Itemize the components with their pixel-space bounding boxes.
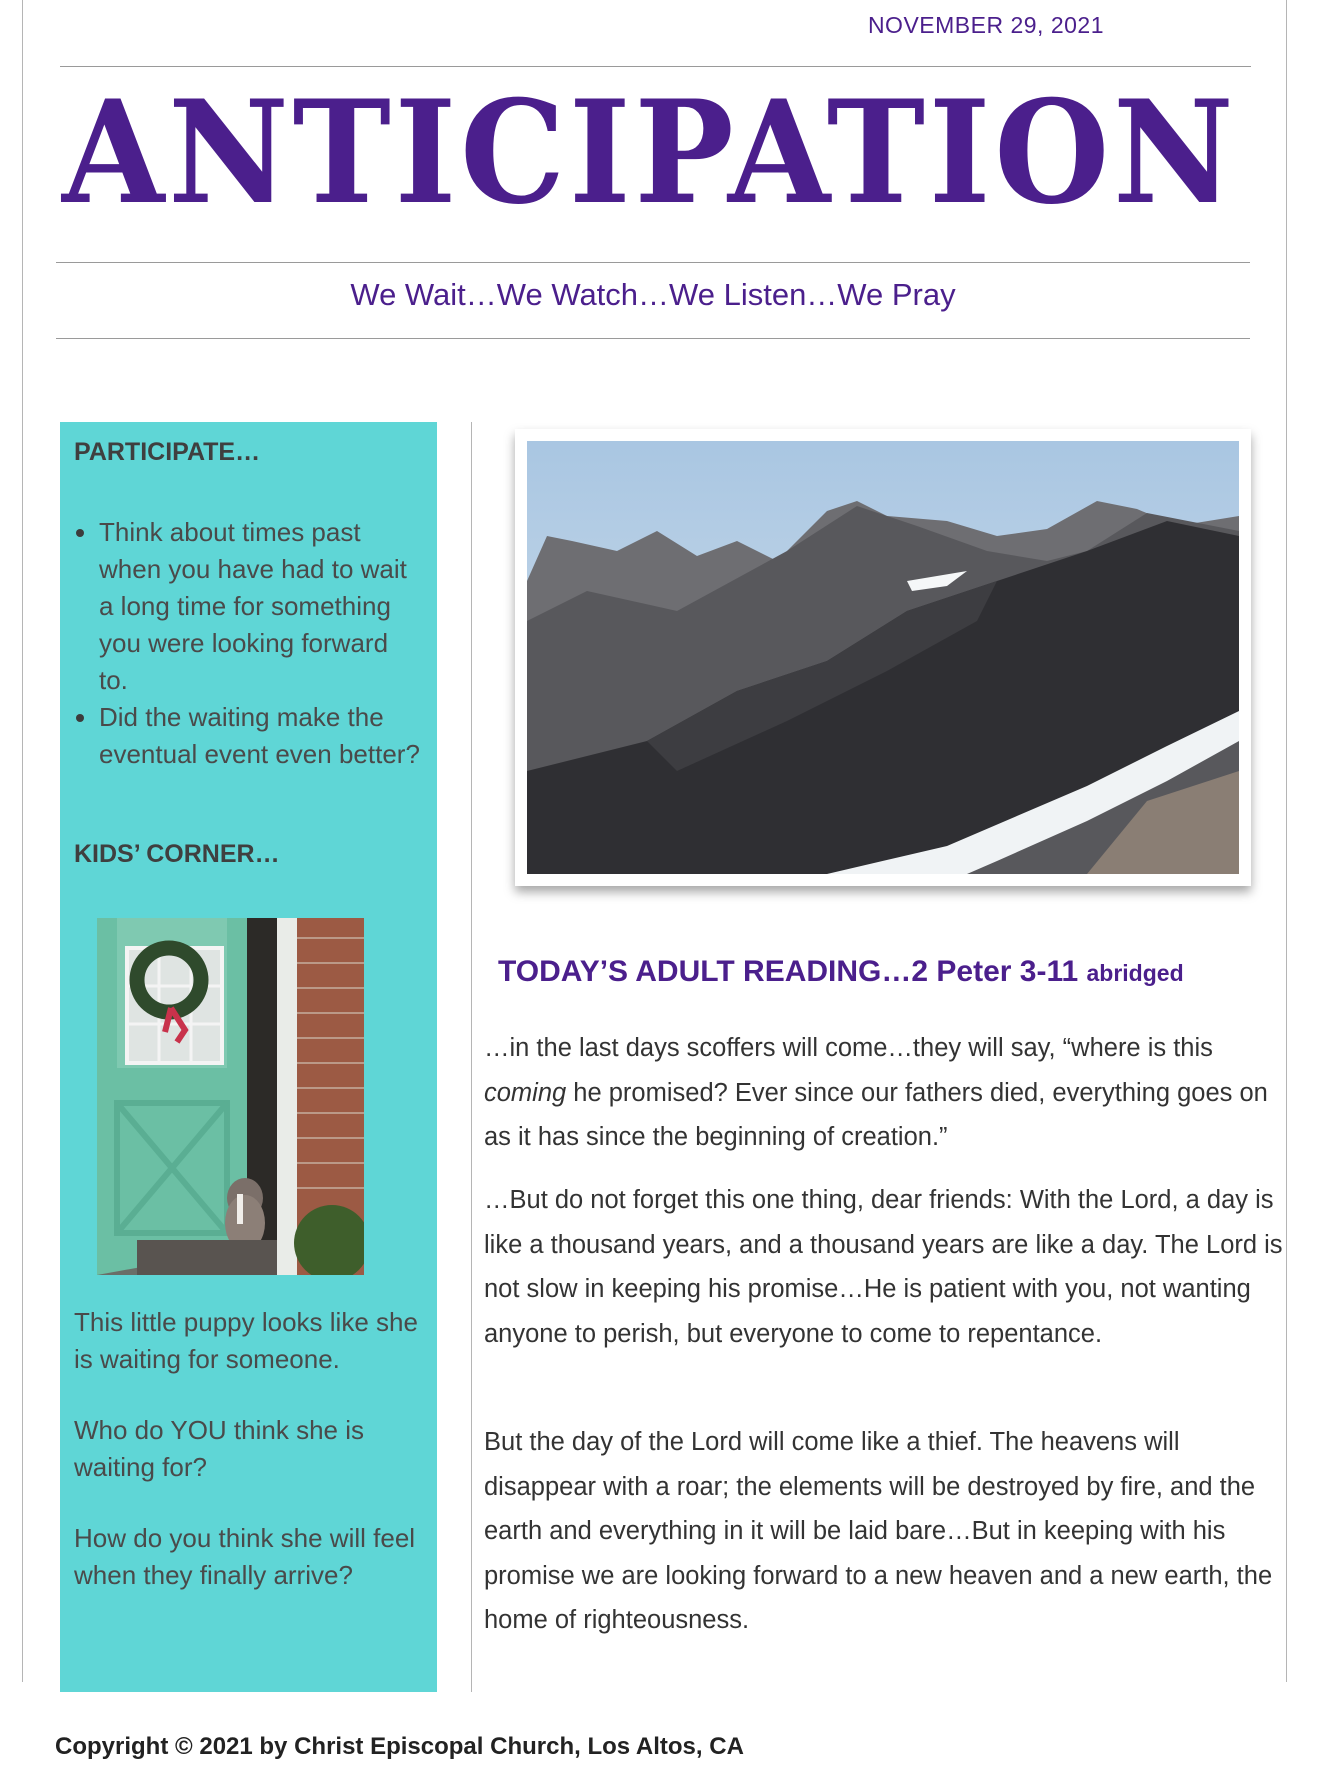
divider-tagline-bottom (56, 338, 1250, 339)
page-border-left (22, 0, 23, 1682)
divider-title-bottom (56, 262, 1250, 263)
kids-paragraph: Who do YOU think she is waiting for? (74, 1415, 364, 1482)
mountain-photo-frame (515, 429, 1251, 886)
reading-paragraph-2: …But do not forget this one thing, dear friends: With the Lord, a day is like a thousand years, and a thousand years are like a day. The Lord is not slow in keeping his promise…He is patient with you, not wanting anyone to perish, but everyone to come to repentance. (484, 1186, 1283, 1348)
kids-paragraph: This little puppy looks like she is waiting for someone. (74, 1307, 418, 1374)
newsletter-title: ANTICIPATION (62, 70, 1238, 236)
list-item: Think about times past when you have had to wait a long time for something you were looking forward to. (74, 514, 424, 699)
reading-heading (498, 955, 1184, 989)
reading-paragraph-1 (484, 1026, 1286, 1160)
mountain-photo (527, 441, 1239, 874)
reading-paragraph-3: But the day of the Lord will come like a thief. The heavens will disappear with a roar; the elements will be destroyed by fire, and the earth and everything in it will be laid bare…But in keeping with his promise we are looking forward to a new heaven and a new earth, the home of righteousness. (484, 1428, 1273, 1634)
kids-corner-heading: KIDS’ CORNER… (74, 840, 280, 868)
list-item: Did the waiting make the eventual event even better? (74, 699, 424, 773)
page-border-right (1286, 0, 1287, 1682)
participate-heading: PARTICIPATE… (74, 438, 261, 466)
issue-date: NOVEMBER 29, 2021 (867, 12, 1104, 38)
divider-top (60, 66, 1251, 67)
reading-heading-suffix: abridged (1086, 960, 1184, 986)
kids-paragraph: How do you think she will feel when they finally arrive? (74, 1523, 416, 1590)
puppy-doorway-photo (97, 918, 364, 1275)
participate-list (74, 514, 424, 773)
tagline: We Wait…We Watch…We Listen…We Pray (350, 277, 956, 312)
column-divider (471, 422, 472, 1692)
reading-p1-end: he promised? Ever since our fathers died, everything goes on as it has since the beginning of creation.” (484, 1078, 1268, 1151)
reading-heading-text: TODAY’S ADULT READING…2 Peter 3-11 (498, 955, 1079, 988)
copyright: Copyright © 2021 by Christ Episcopal Church, Los Altos, CA (55, 1733, 744, 1760)
reading-p1-start: …in the last days scoffers will come…they will say, “where is this (484, 1034, 1213, 1062)
reading-p1-italic: coming (484, 1078, 567, 1107)
